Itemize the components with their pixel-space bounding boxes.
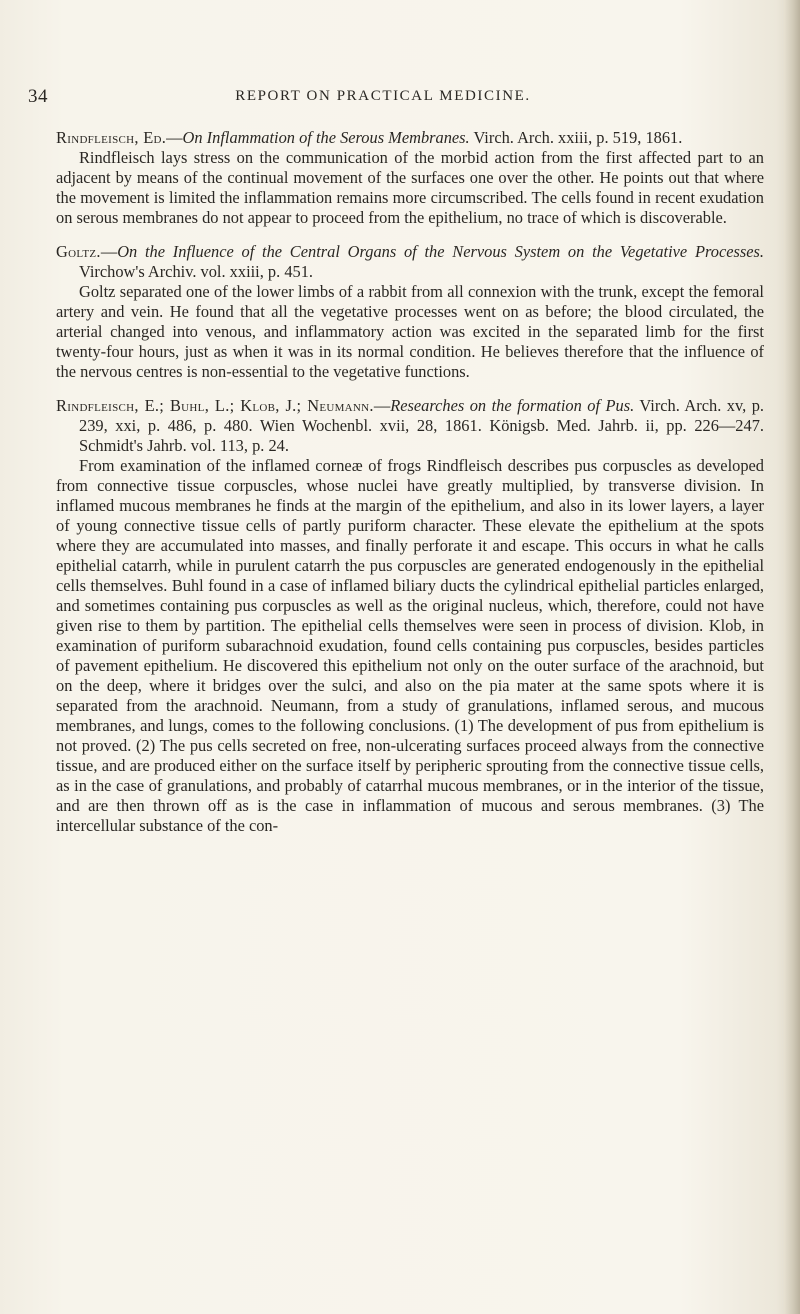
citation-separator: — [166, 128, 183, 147]
entry-body: From examination of the inflamed corneæ of frogs Rindfleisch describes pus corpuscles as developed from connective tissue corpuscles, whose nuclei have greatly multiplied, by transverse division. In inflamed mucous membranes he finds at the margin of the epithelium, and also in its lower layers, a layer of young connective tissue cells of partly puriform character. These elevate the epithelium at the spots where they are accumulated into masses, and finally perforate it and escape. This occurs in what he calls epithelial catarrh, while in purulent catarrh the pus corpuscles are generated endogenously in the epithelial cells themselves. Buhl found in a case of inflamed biliary ducts the cylindrical epithelial particles enlarged, and sometimes containing pus corpuscles as well as the original nucleus, which, therefore, could not have given rise to them by partition. The epithelial cells themselves were seen in process of division. Klob, in examination of puriform subarachnoid exudation, found cells containing pus corpuscles, besides particles of pavement epithelium. He discovered this epithelium not only on the outer surface of the arachnoid, but on the deep, where it bridges over the sulci, and also on the pia mater at the same spots where it is separated from the arachnoid. Neumann, from a study of granulations, inflamed serous, and mucous membranes, and lungs, comes to the following conclusions. (1) The development of pus from epithelium is not proved. (2) The pus cells secreted on free, non-ulcerating surfaces proceed always from the connective tissue, and are produced either on the surface itself by peripheric sprouting from the connective tissue cells, as in the case of granulations, and probably of catarrhal mucous membranes, or in the interior of the tissue, and are then thrown off as is the case in inflammation of mucous and serous membranes. (3) The intercellular substance of the con- [56, 456, 764, 835]
citation-title: On Inflammation of the Serous Membranes. [182, 128, 470, 147]
page-header [28, 86, 748, 112]
page-number: 34 [28, 86, 48, 107]
entry-gap [56, 228, 764, 242]
citation-authors: Rindfleisch, E.; Buhl, L.; Klob, J.; Neumann. [56, 396, 374, 415]
citation-separator: — [100, 242, 118, 261]
citation-source: Virchow's Archiv. vol. xxiii, p. 451. [79, 262, 313, 281]
citation-authors: Goltz. [56, 242, 101, 261]
citation-title: Researches on the formation of Pus. [390, 396, 635, 415]
citation [56, 128, 764, 148]
citation-separator: — [373, 396, 391, 415]
citation [56, 242, 764, 282]
citation-source: Virch. Arch. xv, p. 239, xxi, p. 486, p. 480. Wien Wochenbl. xvii, 28, 1861. Königsb. Med. Jahrb. ii, pp. 226—247. Schmidt's Jahrb. vol. 113, p. 24. [79, 396, 765, 455]
entry-goltz [56, 242, 764, 382]
entry-pus-formation [56, 396, 764, 836]
citation-authors: Rindfleisch, Ed. [56, 128, 167, 147]
entry-gap [56, 382, 764, 396]
citation-title: On the Influence of the Central Organs of the Nervous System on the Vegetative Processes. [117, 242, 764, 261]
entry-body: Goltz separated one of the lower limbs of a rabbit from all connexion with the trunk, except the femoral artery and vein. He found that all the vegetative processes went on as before; the blood circulated, the arterial changed into venous, and inflammatory action was excited in the separated limb for the first twenty-four hours, just as when it was in its normal condition. He believes therefore that the influence of the nervous centres is non-essential to the vegetative functions. [56, 282, 764, 381]
citation [56, 396, 764, 456]
citation-source: Virch. Arch. xxiii, p. 519, 1861. [469, 128, 683, 147]
page-content [56, 128, 764, 836]
page-edge-shadow [784, 0, 800, 1314]
running-head: REPORT ON PRACTICAL MEDICINE. [235, 88, 531, 104]
entry-body: Rindfleisch lays stress on the communication of the morbid action from the first affected part to an adjacent by means of the continual movement of the surfaces one over the other. He points out that where the movement is limited the inflammation remains more circumscribed. The cells found in recent exudation on serous membranes do not appear to proceed from the epithelium, no trace of which is discoverable. [56, 148, 764, 227]
entry-rindfleisch-serous [56, 128, 764, 228]
